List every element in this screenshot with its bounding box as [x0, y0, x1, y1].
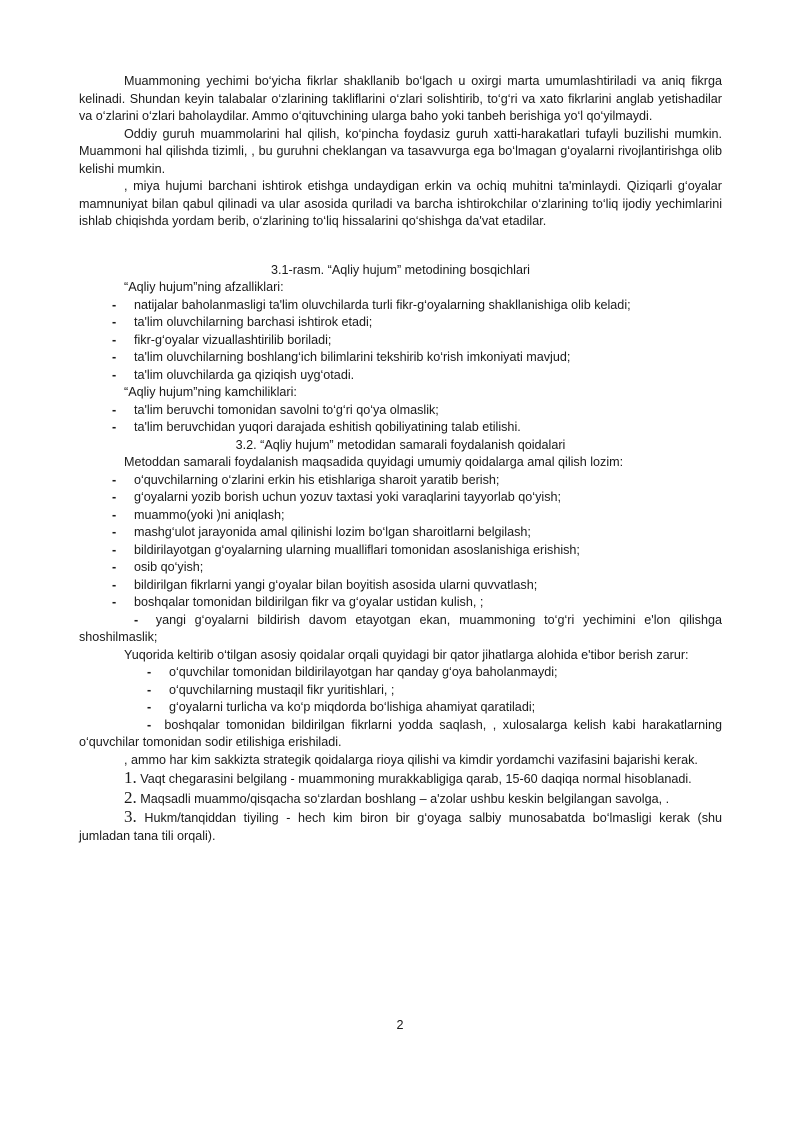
list-item: - ta'lim beruvchi tomonidan savolni to‘g‘ri qo‘ya olmaslik; [79, 402, 722, 420]
aspects-intro: Yuqorida keltirib o‘tilgan asosiy qoidalar orqali quyidagi bir qator jihatlarga alohida e'tibor berish zarur: [124, 647, 689, 662]
list-item: - ta'lim oluvchilarda ga qiziqish uyg‘otadi. [79, 367, 722, 385]
list-item: - bildirilayotgan g‘oyalarning ularning mualliflari tomonidan asoslanishiga erishish; [79, 542, 722, 560]
dash-bullet: - [147, 665, 152, 679]
list-item: - o‘quvchilarning o‘zlarini erkin his etishlariga sharoit yaratib berish; [79, 472, 722, 490]
list-item: - osib qo‘yish; [79, 559, 722, 577]
item-number: 3. [124, 807, 137, 826]
list-item: - fikr-g‘oyalar vizuallashtirilib boriladi; [79, 332, 722, 350]
page-number: 2 [396, 1018, 404, 1032]
dash-bullet: - [112, 402, 117, 417]
advantages-list [79, 297, 722, 385]
list-item: - ta'lim beruvchidan yuqori darajada eshitish qobiliyatining talab etilishi. [79, 419, 722, 437]
paragraph-group-problems: Oddiy guruh muammolarini hal qilish, ko‘pincha foydasiz guruh xatti-harakatlari tufayli buzilishi mumkin. Muammoni hal qilishda tizimli, , bu guruhni cheklangan va tasavvurga ega bo‘lmagan g‘oyalarni rivojlantirishga olib kelishi mumkin. [79, 126, 722, 176]
item-number: 1. [124, 768, 137, 787]
numbered-item: 2. Maqsadli muammo/qisqacha so‘zlardan boshlang – a'zolar ushbu keskin belgilangan savolga, . [124, 787, 670, 807]
dash-bullet: - [112, 577, 117, 592]
list-item: - ta'lim oluvchilarning barchasi ishtirok etadi; [79, 314, 722, 332]
figure-space [79, 231, 722, 262]
list-item: - mashg‘ulot jarayonida amal qilinishi lozim bo‘lgan sharoitlarni belgilash; [79, 524, 722, 542]
section-title: 3.2. “Aqliy hujum” metodidan samarali foydalanish qoidalari [235, 437, 566, 452]
dash-bullet: - [112, 542, 117, 557]
numbered-item: 1. Vaqt chegarasini belgilang - muammoning murakkabligiga qarab, 15-60 daqiqa normal hisoblanadi. [124, 768, 692, 787]
list-item: - boshqalar tomonidan bildirilgan fikrlarni yodda saqlash, , xulosalarga kelish kabi harakatlarning o‘quvchilar tomonidan sodir etilishiga erishiladi. [79, 717, 722, 749]
dash-bullet: - [112, 367, 117, 382]
list-item: - g‘oyalarni yozib borish uchun yozuv taxtasi yoki varaqlarini tayyorlab qo‘yish; [79, 489, 722, 507]
rules-intro: Metoddan samarali foydalanish maqsadida quyidagi umumiy qoidalarga amal qilish lozim: [124, 455, 624, 469]
dash-bullet: - [112, 560, 117, 574]
dash-bullet: - [134, 612, 139, 627]
dash-bullet: - [112, 332, 117, 347]
dash-bullet: - [112, 472, 117, 487]
paragraph-solution: Muammoning yechimi bo‘yicha fikrlar shakllanib bo‘lgach u oxirgi marta umumlashtiriladi va aniq fikrga kelinadi. Shundan keyin talabalar o‘zlarining takliflarini o‘zlari solishtirib, to‘g‘ri va xato fikrlarini anglab yetishadilar va o‘zlarini o‘zlari baholaydilar. Ammo o‘qituvchining ularga baho yoki tanbeh berishiga yo‘l qo‘yilmaydi. [79, 74, 722, 123]
disadvantages-heading: “Aqliy hujum”ning kamchiliklari: [124, 385, 297, 399]
dash-bullet: - [147, 682, 152, 697]
numbered-list [79, 769, 722, 845]
advantages-heading: “Aqliy hujum”ning afzalliklari: [124, 280, 284, 294]
dash-bullet: - [112, 297, 117, 312]
list-item: - ta'lim oluvchilarning boshlang‘ich bilimlarini tekshirib ko‘rish imkoniyati mavjud; [79, 349, 722, 367]
dash-bullet: - [112, 315, 117, 329]
dash-bullet: - [112, 350, 117, 364]
list-item: - muammo(yoki )ni aniqlash; [79, 507, 722, 525]
dash-bullet: - [147, 717, 152, 732]
text-area [79, 73, 722, 845]
dash-bullet: - [147, 700, 152, 714]
figure-caption: 3.1-rasm. “Aqliy hujum” metodining bosqichlari [271, 262, 530, 277]
item-number: 2. [124, 787, 137, 807]
dash-bullet: - [112, 420, 117, 434]
dash-bullet: - [112, 507, 117, 522]
aspects-list [79, 664, 722, 752]
paragraph-brainstorm-environment: , miya hujumi barchani ishtirok etishga undaydigan erkin va ochiq muhitni ta'minlaydi. Qiziqarli g‘oyalar mamnuniyat bilan qabul qilinadi va ular asosida quriladi va barcha ishtirokchilar o‘zlarining to‘liq ijodiy yechimlarini ishlab chiqishda yordam berib, o‘zlarining to‘liq hissalarini qo‘shishga da'vat etadilar. [79, 179, 722, 228]
disadvantages-list [79, 402, 722, 437]
dash-bullet: - [112, 490, 117, 504]
list-item: - boshqalar tomonidan bildirilgan fikr va g‘oyalar ustidan kulish, ; [79, 594, 722, 612]
list-item: - g‘oyalarni turlicha va ko‘p miqdorda bo‘lishiga ahamiyat qaratiladi; [79, 699, 722, 717]
dash-bullet: - [112, 525, 117, 539]
list-item: - natijalar baholanmasligi ta'lim oluvchilarda turli fikr-g‘oyalarning shakllanishiga olib keladi; [79, 297, 722, 315]
list-item: - o‘quvchilar tomonidan bildirilayotgan har qanday g‘oya baholanmaydi; [79, 664, 722, 682]
numbered-item: 3. Hukm/tanqiddan tiyiling - hech kim biron bir g‘oyaga salbiy munosabatda bo‘lmasligi kerak (shu jumladan tana tili orqali). [79, 807, 722, 843]
rules-list [79, 472, 722, 647]
strategy-paragraph: , ammo har kim sakkizta strategik qoidalarga rioya qilishi va kimdir yordamchi vazifasini bajarishi kerak. [124, 752, 698, 767]
list-item: - bildirilgan fikrlarni yangi g‘oyalar bilan boyitish asosida ularni quvvatlash; [79, 577, 722, 595]
list-item: - o‘quvchilarning mustaqil fikr yuritishlari, ; [79, 682, 722, 700]
dash-bullet: - [112, 595, 117, 609]
list-item: - yangi g‘oyalarni bildirish davom etayotgan ekan, muammoning to‘g‘ri yechimini e'lon qilishga shoshilmaslik; [79, 612, 722, 644]
